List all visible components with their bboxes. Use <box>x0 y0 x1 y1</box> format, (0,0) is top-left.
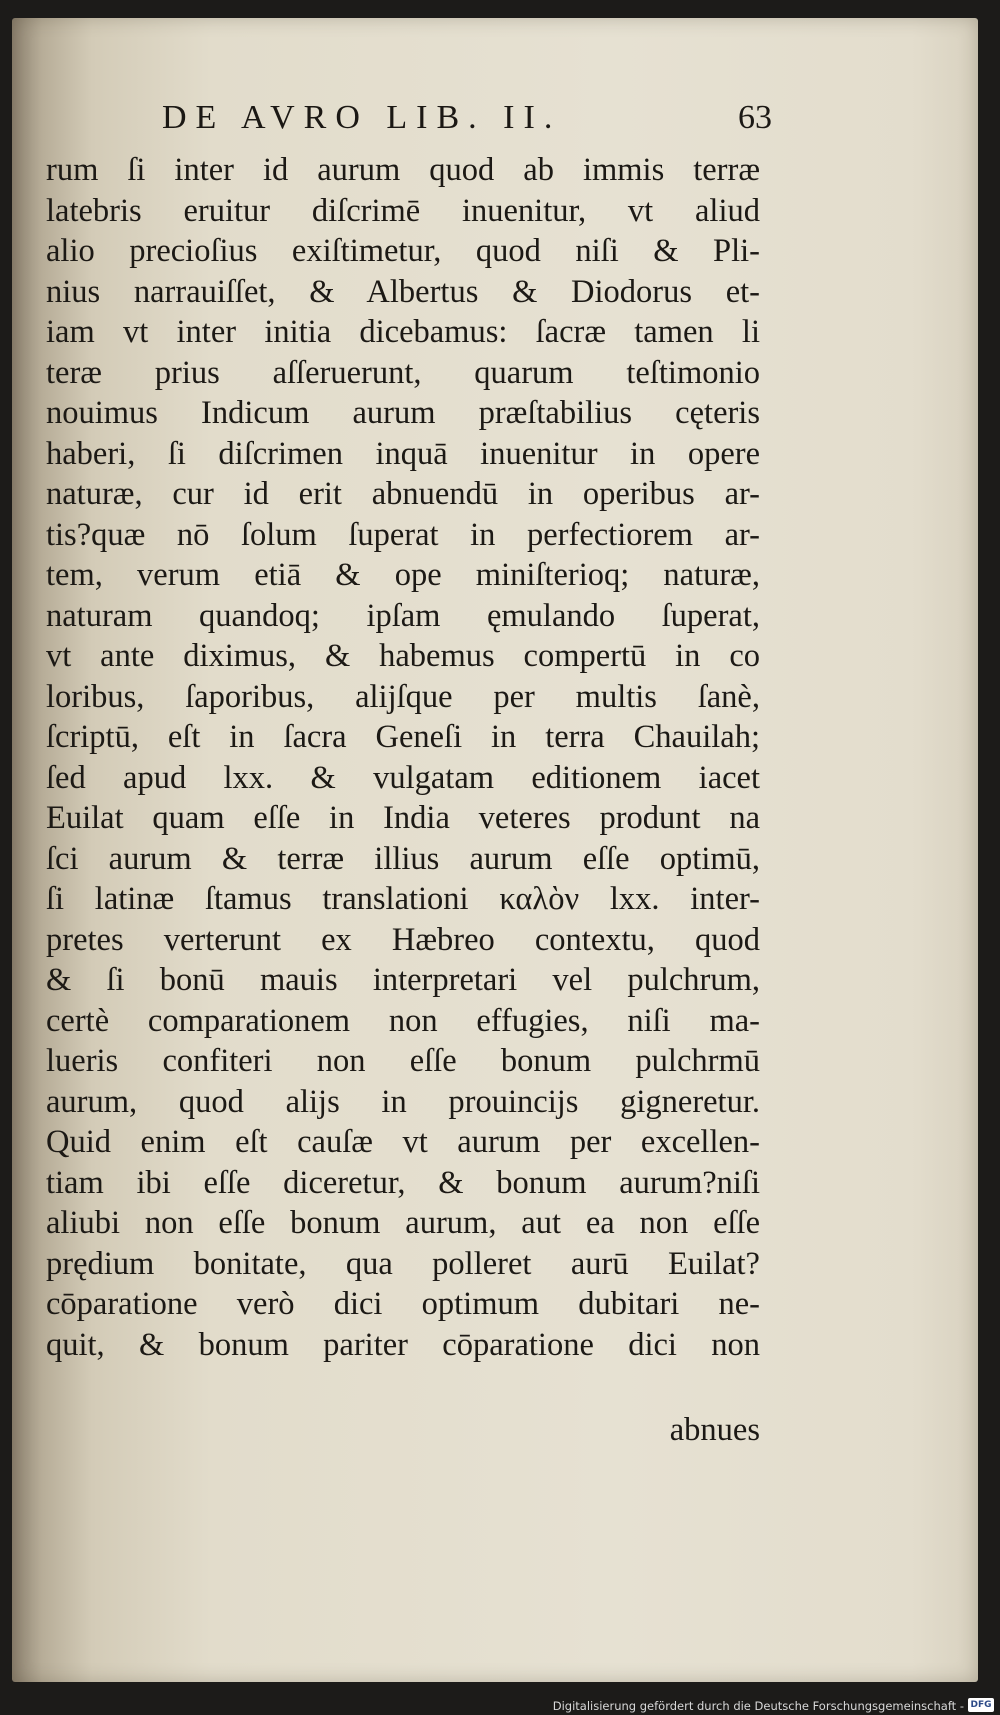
text-line: aliubi non eſſe bonum aurum, aut ea non eſſe <box>46 1205 760 1241</box>
text-line: tem, verum etiā & ope miniſterioq; naturæ, <box>46 557 760 593</box>
text-line: prędium bonitate, qua polleret aurū Euilat? <box>46 1245 760 1282</box>
text-line: ſcriptū, eſt in ſacra Geneſi in terra Chauilah; <box>46 719 760 755</box>
text-line: iam vt inter initia dicebamus: ſacræ tamen li <box>46 314 760 350</box>
catchword: abnues <box>669 1412 760 1448</box>
text-line: ſed apud lxx. & vulgatam editionem iacet <box>46 759 760 796</box>
text-line: lueris confiteri non eſſe bonum pulchrmū <box>46 1043 760 1079</box>
book-page <box>12 18 978 1682</box>
text-line: ſi latinæ ſtamus translationi καλὸν lxx. inter- <box>46 881 760 917</box>
text-line: Quid enim eſt cauſæ vt aurum per excellen- <box>46 1124 760 1160</box>
text-line: quit, & bonum pariter cōparatione dici non <box>46 1326 760 1363</box>
text-line: rum ſi inter id aurum quod ab immis terræ <box>46 152 760 188</box>
text-line: tis?quæ nō ſolum ſuperat in perfectiorem ar- <box>46 516 760 553</box>
text-line: tiam ibi eſſe diceretur, & bonum aurum?niſi <box>46 1164 760 1201</box>
text-line: & ſi bonū mauis interpretari vel pulchrum, <box>46 962 760 998</box>
text-line: Euilat quam eſſe in India veteres produnt na <box>46 800 760 836</box>
text-line: pretes verterunt ex Hæbreo contextu, quod <box>46 921 760 958</box>
text-line: nius narrauiſſet, & Albertus & Diodorus et- <box>46 273 760 310</box>
page-number: 63 <box>738 99 772 136</box>
text-line: alio precioſius exiſtimetur, quod niſi & Pli- <box>46 233 760 269</box>
digitization-credit: Digitalisierung gefördert durch die Deutsche Forschungsgemeinschaft - <box>552 1699 964 1713</box>
text-line: loribus, ſaporibus, alijſque per multis ſanè, <box>46 678 760 715</box>
text-line: ſci aurum & terræ illius aurum eſſe optimū, <box>46 840 760 877</box>
text-line: teræ prius aſſeruerunt, quarum teſtimonio <box>46 354 760 391</box>
text-block <box>46 150 760 1365</box>
text-line: nouimus Indicum aurum præſtabilius cęteris <box>46 395 760 431</box>
text-line: cōparatione verò dici optimum dubitari ne- <box>46 1286 760 1322</box>
text-line: naturæ, cur id erit abnuendū in operibus ar- <box>46 476 760 512</box>
text-line: certè comparationem non effugies, niſi ma- <box>46 1002 760 1039</box>
text-line: naturam quandoq; ipſam ęmulando ſuperat, <box>46 597 760 634</box>
text-line: vt ante diximus, & habemus compertū in co <box>46 638 760 674</box>
text-line: haberi, ſi diſcrimen inquā inuenitur in opere <box>46 435 760 472</box>
running-head: DE AVRO LIB. II. <box>162 99 562 136</box>
text-line: aurum, quod alijs in prouincijs gigneretur. <box>46 1083 760 1120</box>
dfg-logo: DFG <box>968 1698 994 1712</box>
text-line: latebris eruitur diſcrimē inuenitur, vt aliud <box>46 192 760 229</box>
